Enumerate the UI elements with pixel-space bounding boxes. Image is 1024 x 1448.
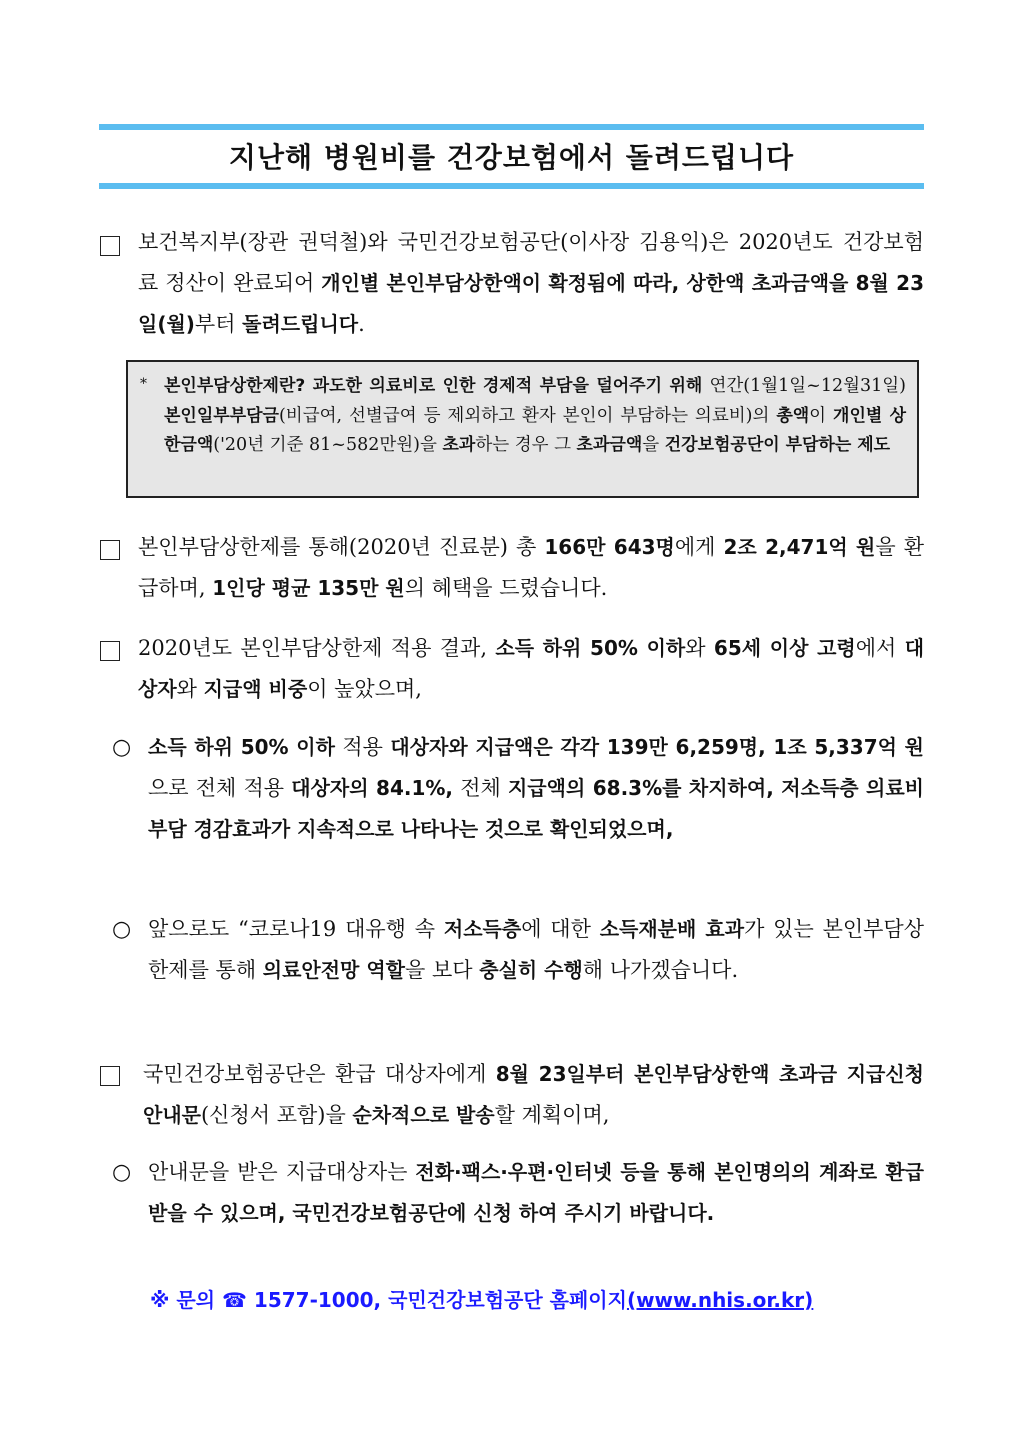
checkbox-square-icon	[100, 1066, 120, 1086]
text-run: 하는 경우 그	[475, 435, 577, 455]
bold-text-run: 소득재분배 효과	[599, 917, 745, 941]
text-run: 에 대한	[521, 917, 600, 941]
bold-text-run: 1인당 평균 135만 원	[212, 576, 405, 600]
bold-text-run: 지급액의 68.3%를 차지하여, 저소득층 의료비 부담 경감효과가 지속적으로 나타나는 것으로 확인되었으며,	[148, 776, 924, 841]
bold-text-run: 순차적으로 발송	[352, 1103, 495, 1127]
bold-text-run: 대상자와 지급액은 각각 139만 6,259명, 1조 5,337억 원	[390, 735, 924, 759]
bold-text-run: 본인일부부담금	[164, 405, 279, 426]
checkbox-square-icon	[100, 641, 120, 661]
text-run: 적용	[334, 735, 391, 759]
text-run: 보건복지부(장관 권덕철)와 국민건강보험공단(이사장 김용익)은 2020년도 건강보험료 정산이 완료되어	[138, 230, 924, 295]
text-run: 을 환급하며,	[138, 535, 924, 600]
text-run: 할 계획이며,	[494, 1103, 610, 1127]
text-run: 의 혜택을 드렸습니다.	[404, 576, 608, 600]
bold-text-run: 건강보험공단이 부담하는 제도	[664, 435, 891, 455]
sub-item-3	[148, 1152, 924, 1234]
text-run: 을	[642, 435, 665, 455]
bold-text-run: 총액	[776, 405, 810, 426]
checkbox-square-icon	[100, 236, 120, 256]
bold-text-run: 저소득층	[443, 917, 522, 941]
text-run: 전체	[453, 776, 508, 800]
text-run: 와	[685, 636, 714, 660]
bold-text-run: 대상자	[138, 636, 925, 701]
contact-line	[150, 1284, 813, 1313]
text-run: 에게	[674, 535, 724, 559]
reference-mark: ※	[150, 1288, 170, 1312]
circle-bullet-icon: ○	[112, 917, 132, 942]
homepage-link[interactable]: (www.nhis.or.kr)	[626, 1288, 814, 1312]
sub-item-2	[148, 909, 924, 991]
text-run: 이 높았으며,	[307, 677, 422, 701]
page-title: 지난해 병원비를 건강보험에서 돌려드립니다	[228, 141, 795, 174]
paragraph-4	[143, 1054, 924, 1136]
text-run: 해 나가겠습니다.	[582, 958, 739, 982]
contact-label: 문의	[176, 1288, 216, 1312]
bold-text-run: 소득 하위 50% 이하	[495, 636, 686, 660]
sub-item-1	[148, 727, 924, 850]
circle-bullet-icon: ○	[112, 1160, 132, 1185]
text-run: 안내문을 받은 지급대상자는	[148, 1160, 416, 1184]
bold-text-run: 돌려드립니다	[242, 312, 359, 336]
text-run: 본인부담상한제를 통해(2020년 진료분) 총	[138, 535, 545, 559]
text-run: .	[358, 312, 365, 336]
circle-bullet-icon: ○	[112, 735, 132, 760]
bold-text-run: 전화·팩스·우편·인터넷 등을 통해 본인명의의 계좌로 환급 받을 수 있으며, 국민건강보험공단에 신청 하여 주시기 바랍니다.	[148, 1160, 924, 1225]
bold-text-run: 지급액 비중	[203, 677, 308, 701]
definition-box	[126, 360, 919, 498]
paragraph-2	[138, 527, 924, 609]
text-run: 와	[176, 677, 204, 701]
bold-text-run: 의료안전망 역할	[262, 958, 405, 982]
bold-text-run: 개인별 상한금액	[164, 405, 906, 455]
bold-text-run: 2조 2,471억 원	[723, 535, 876, 559]
text-run: (신청서 포함)을	[200, 1103, 353, 1127]
text-run: 에서	[855, 636, 905, 660]
organization-name: 국민건강보험공단 홈페이지	[388, 1288, 627, 1312]
bold-text-run: 충실히 수행	[479, 958, 583, 982]
text-run: 부터	[194, 312, 243, 336]
text-run: 으로 전체 적용	[148, 776, 292, 800]
bold-text-run: 8월 23일부터 본인부담상한액 초과금 지급신청 안내문	[143, 1062, 924, 1127]
asterisk-mark: *	[140, 376, 147, 392]
text-run: 앞으로도 “코로나19 대유행 속	[148, 917, 444, 941]
text-run: 가 있는 본인부담상한제를 통해	[148, 917, 924, 982]
text-run: 2020년도 본인부담상한제 적용 결과,	[138, 636, 496, 660]
text-run: 국민건강보험공단은 환급 대상자에게	[143, 1062, 496, 1086]
text-run: ('20년 기준 81~582만원)을	[213, 435, 443, 455]
bold-text-run: 대상자의 84.1%,	[291, 776, 454, 800]
phone-icon: ☎	[222, 1288, 247, 1312]
paragraph-1	[138, 222, 924, 345]
text-run: 을 보다	[404, 958, 480, 982]
definition-text	[164, 372, 906, 461]
checkbox-square-icon	[100, 540, 120, 560]
bold-text-run: 초과	[442, 435, 476, 455]
bold-text-run: 초과금액	[576, 435, 643, 455]
text-run: 연간(1월1일~12월31일)	[702, 376, 907, 396]
bold-text-run: 소득 하위 50% 이하	[148, 735, 335, 759]
title-top-rule	[99, 124, 924, 130]
bold-text-run: 166만 643명	[544, 535, 675, 559]
bold-text-run: 65세 이상 고령	[713, 636, 856, 660]
phone-number: 1577-1000,	[253, 1288, 382, 1312]
paragraph-3	[138, 628, 924, 710]
bold-text-run: 개인별 본인부담상한액이 확정됨에 따라, 상한액 초과금액을 8월 23일(월)	[138, 271, 924, 336]
bold-text-run: 본인부담상한제란? 과도한 의료비로 인한 경제적 부담을 덜어주기 위해	[164, 376, 703, 396]
text-run: (비급여, 선별급여 등 제외하고 환자 본인이 부담하는 의료비)의	[278, 405, 777, 426]
title-bottom-rule	[99, 183, 924, 189]
text-run: 이	[809, 405, 834, 426]
